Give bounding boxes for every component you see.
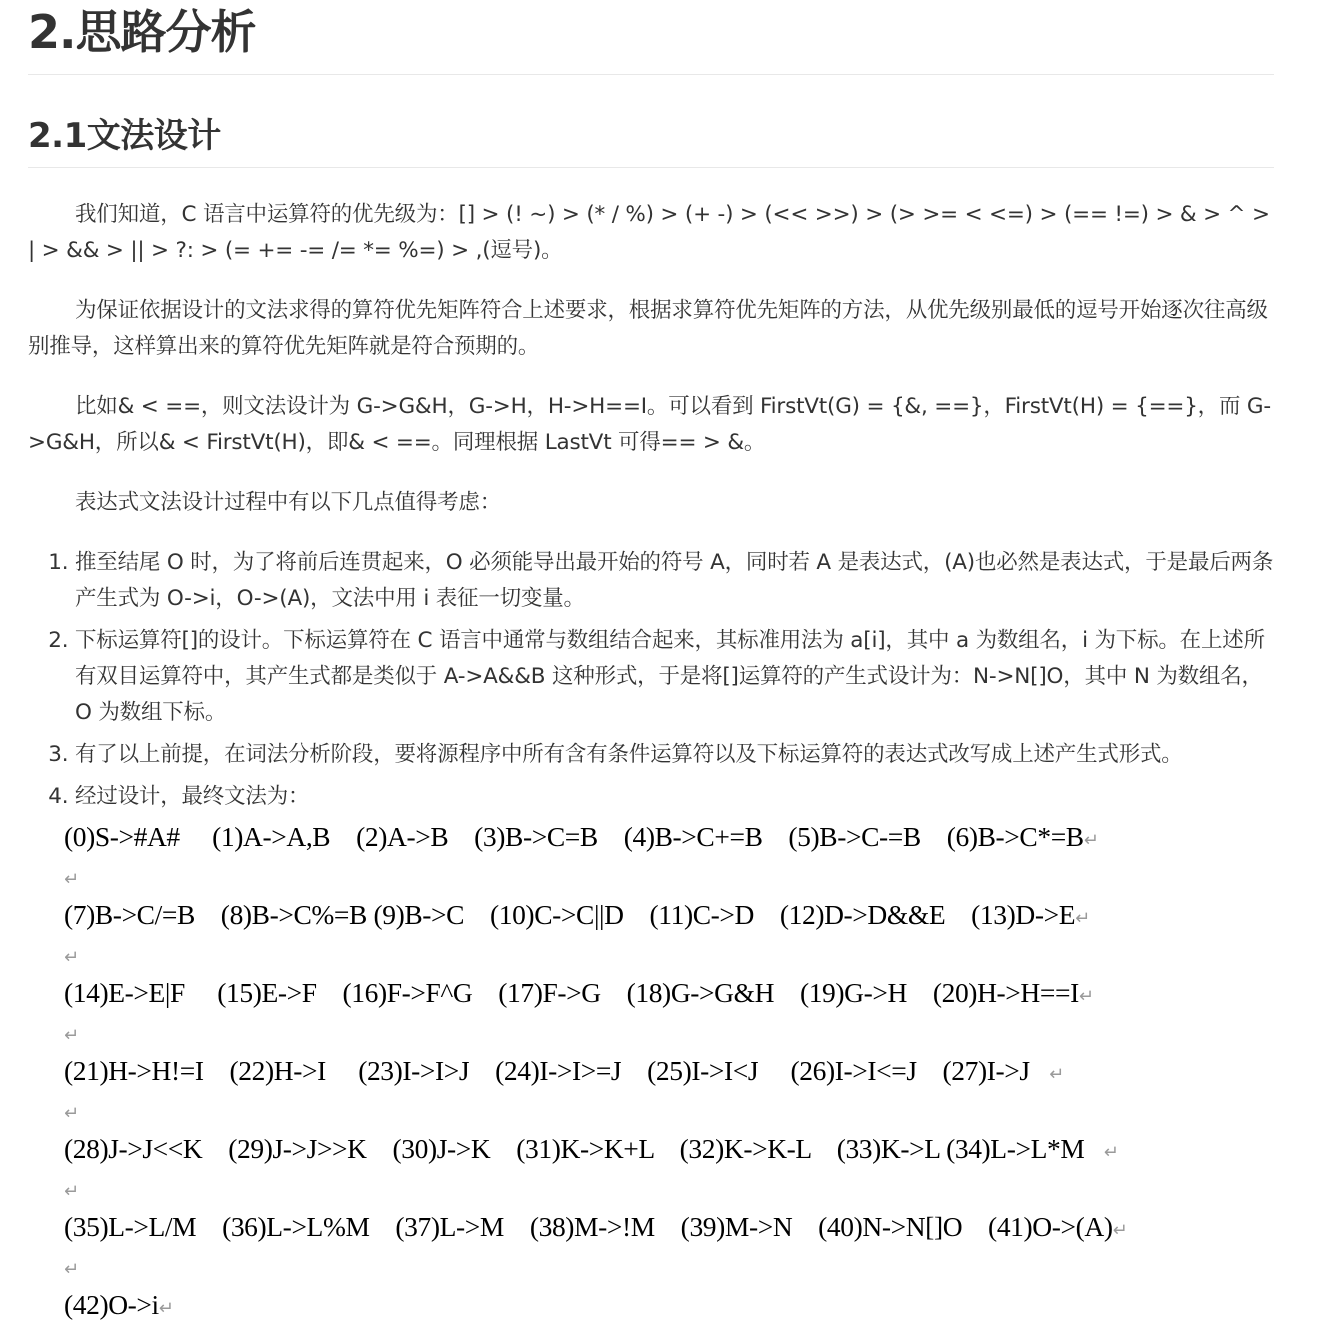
return-mark-icon: ↵ [64,1259,80,1280]
grammar-line-text: (35)L->L/M (36)L->L%M (37)L->M (38)M->!M (39)M->N (40)N->N[]O (41)O->(A) [64,1211,1113,1242]
grammar-line [64,1129,1264,1168]
grammar-empty-line [64,1168,1264,1207]
grammar-empty-line [64,856,1264,895]
return-mark-icon: ↵ [64,1181,80,1202]
grammar-line [64,895,1264,934]
subsection-heading: 2.1文法设计 [28,113,1274,168]
grammar-line [64,1207,1264,1246]
grammar-line [64,973,1264,1012]
return-mark-icon: ↵ [64,1025,80,1046]
paragraph-example: 比如& < ==，则文法设计为 G->G&H，G->H，H->H==I。可以看到 FirstVt(G) = {&, ==}，FirstVt(H) = {==}，而 G->G&H，所以& < FirstVt(H)，即& < ==。同理根据 LastVt 可得== > &。 [28,394,1271,455]
grammar-line [64,1285,1264,1324]
return-mark-icon: ↵ [64,947,80,968]
document-page [28,0,1274,1324]
grammar-empty-line [64,1012,1264,1051]
return-mark-icon: ↵ [1083,830,1099,851]
grammar-line-text: (7)B->C/=B (8)B->C%=B (9)B->C (10)C->C||D (11)C->D (12)D->D&&E (13)D->E [64,899,1076,930]
grammar-line-text: (28)J->J<<K (29)J->J>>K (30)J->K (31)K->K+L (32)K->K-L (33)K->L (34)L->L*M [64,1133,1104,1164]
paragraph-considerations: 表达式文法设计过程中有以下几点值得考虑： [75,490,502,515]
return-mark-icon: ↵ [64,1103,80,1124]
return-mark-icon: ↵ [158,1298,174,1319]
grammar-line-text: (0)S->#A# (1)A->A,B (2)A->B (3)B->C=B (4)B->C+=B (5)B->C-=B (6)B->C*=B [64,821,1084,852]
grammar-line-text: (21)H->H!=I (22)H->I (23)I->I>J (24)I->I>=J (25)I->I<J (26)I->I<=J (27)I->J [64,1055,1050,1086]
list-item [64,779,1274,1324]
list-item-text: 推至结尾 O 时，为了将前后连贯起来，O 必须能导出最开始的符号 A，同时若 A 是表达式，(A)也必然是表达式，于是最后两条产生式为 O->i，O->(A)，文法中用 i 表征一切变量。 [75,550,1274,611]
grammar-line [64,1051,1264,1090]
section-heading: 2.思路分析 [28,0,1274,75]
paragraph-operator-precedence: 我们知道，C 语言中运算符的优先级为：[] > (! ~) > (* / %) > (+ -) > (<< >>) > (> >= < <=) > (== !=) > & > ^ > | > && > || > ?: > (= += -= /= *= %=) > ,(逗号)。 [28,202,1270,263]
return-mark-icon: ↵ [1078,986,1094,1007]
considerations-list [28,545,1274,1324]
paragraph-matrix-requirement: 为保证依据设计的文法求得的算符优先矩阵符合上述要求，根据求算符优先矩阵的方法，从优先级别最低的逗号开始逐次往高级别推导，这样算出来的算符优先矩阵就是符合预期的。 [28,298,1268,359]
return-mark-icon: ↵ [1103,1142,1119,1163]
grammar-line [64,817,1264,856]
list-item [75,545,1274,617]
return-mark-icon: ↵ [1049,1064,1065,1085]
grammar-block [64,817,1264,1324]
list-item-text: 有了以上前提，在词法分析阶段，要将源程序中所有含有条件运算符以及下标运算符的表达式改写成上述产生式形式。 [75,742,1183,767]
grammar-empty-line [64,1090,1264,1129]
grammar-line-text: (42)O->i [64,1289,159,1320]
return-mark-icon: ↵ [64,869,80,890]
grammar-line-text: (14)E->E|F (15)E->F (16)F->F^G (17)F->G (18)G->G&H (19)G->H (20)H->H==I [64,977,1079,1008]
grammar-empty-line [64,1246,1264,1285]
list-item-text: 经过设计，最终文法为： [75,784,310,809]
return-mark-icon: ↵ [1112,1220,1128,1241]
list-item [75,623,1274,731]
grammar-empty-line [64,934,1264,973]
list-item [75,737,1274,773]
list-item-text: 下标运算符[]的设计。下标运算符在 C 语言中通常与数组结合起来，其标准用法为 a[i]，其中 a 为数组名，i 为下标。在上述所有双目运算符中，其产生式都是类似于 A->A&&B 这种形式，于是将[]运算符的产生式设计为：N->N[]O，其中 N 为数组名，O 为数组下标。 [75,628,1265,725]
return-mark-icon: ↵ [1075,908,1091,929]
